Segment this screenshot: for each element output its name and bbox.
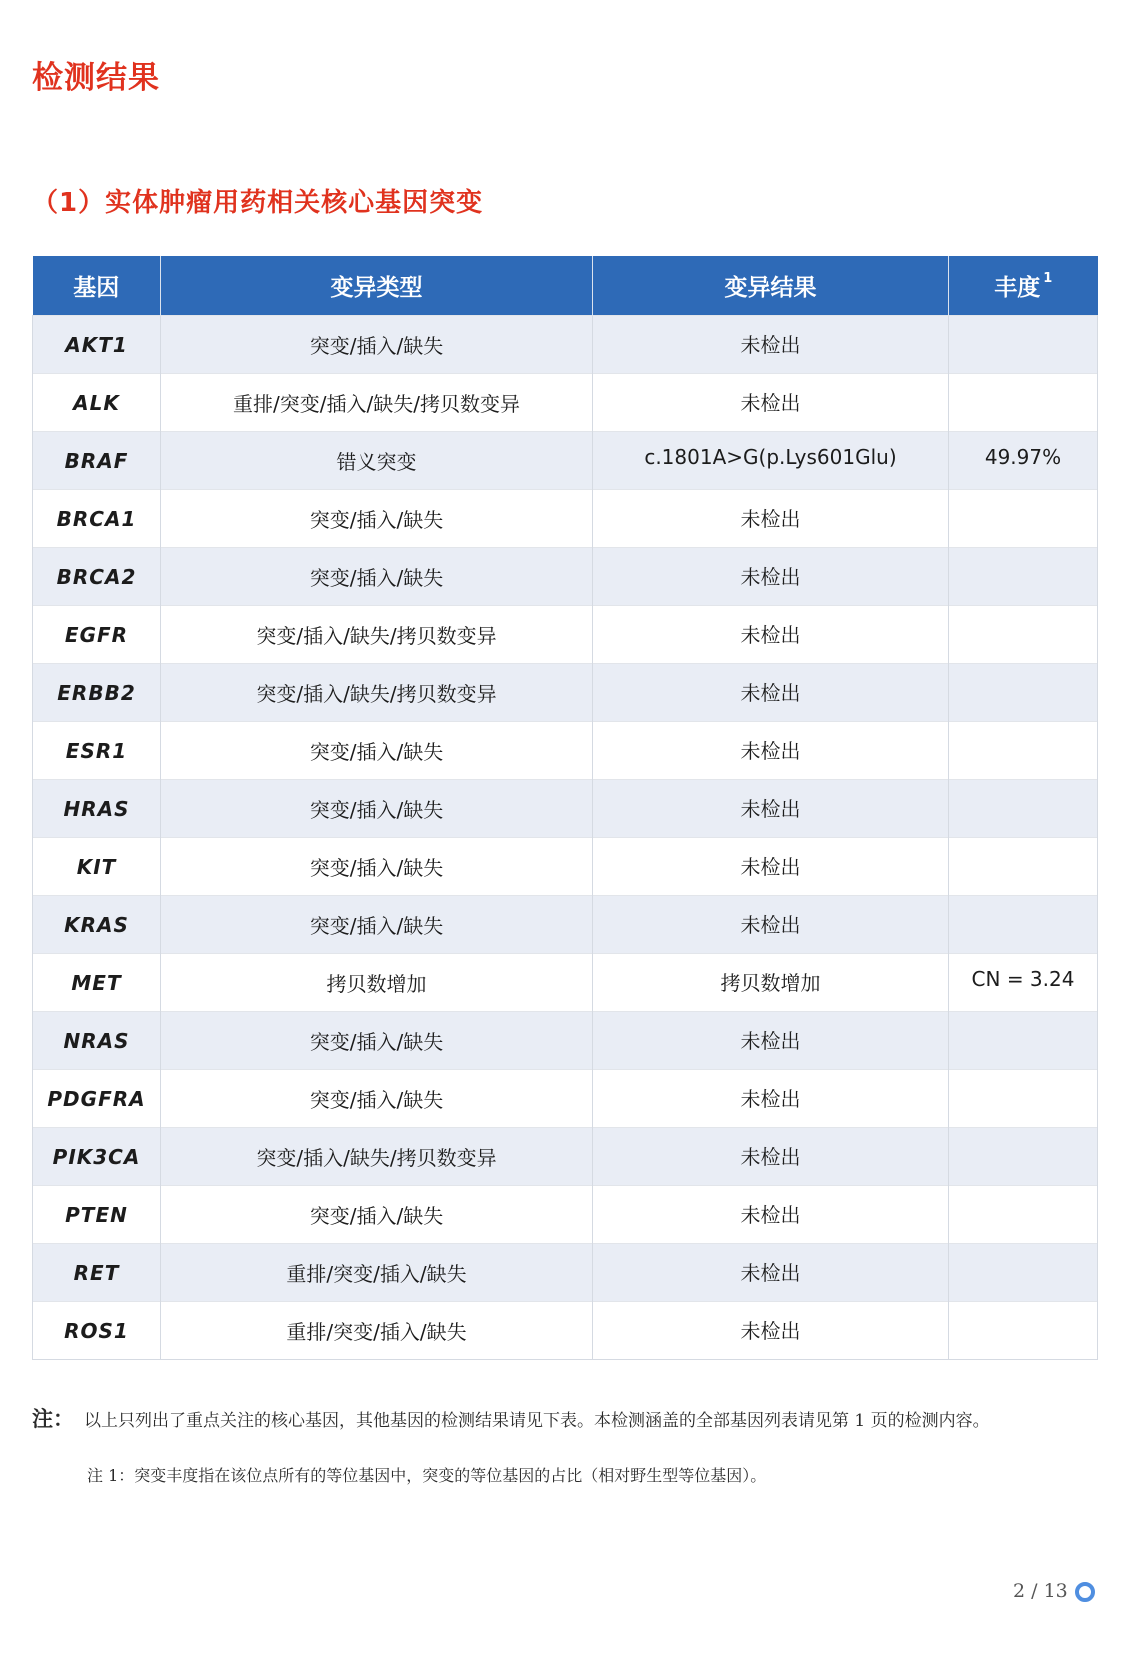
header-abundance: 丰度 $^1$ — [949, 256, 1098, 316]
variant-result-cell: 未检出 — [593, 1070, 949, 1128]
table-row — [33, 606, 1098, 664]
abundance-cell — [949, 780, 1098, 838]
gene-cell: BRCA2 — [33, 548, 161, 606]
header-abundance-footnote-mark: 1 — [1043, 271, 1053, 287]
table-row — [33, 954, 1098, 1012]
variant-result-cell: 未检出 — [593, 722, 949, 780]
variant-type-cell: 突变/插入/缺失 — [161, 1186, 593, 1244]
abundance-cell — [949, 490, 1098, 548]
table-row — [33, 1302, 1098, 1360]
abundance-cell — [949, 1012, 1098, 1070]
variant-type-cell: 错义突变 — [161, 432, 593, 490]
variant-result-cell: 未检出 — [593, 548, 949, 606]
table-row — [33, 1128, 1098, 1186]
abundance-cell — [949, 722, 1098, 780]
abundance-cell — [949, 1302, 1098, 1360]
note-text: 以上只列出了重点关注的核心基因，其他基因的检测结果请见下表。本检测涵盖的全部基因列表请见第 1 页的检测内容。 — [84, 1411, 990, 1431]
gene-cell: PTEN — [33, 1186, 161, 1244]
variant-type-cell: 重排/突变/插入/缺失 — [161, 1244, 593, 1302]
variant-result-cell: 未检出 — [593, 490, 949, 548]
variant-result-cell: 未检出 — [593, 1012, 949, 1070]
table-row — [33, 1186, 1098, 1244]
ring-icon — [1075, 1582, 1095, 1602]
header-gene: 基因 — [33, 256, 161, 316]
abundance-cell — [949, 664, 1098, 722]
variant-type-cell: 突变/插入/缺失 — [161, 548, 593, 606]
variant-type-cell: 拷贝数增加 — [161, 954, 593, 1012]
variant-result-cell: 拷贝数增加 — [593, 954, 949, 1012]
table-row — [33, 1244, 1098, 1302]
variant-result-cell: 未检出 — [593, 838, 949, 896]
header-variant-type: 变异类型 — [161, 256, 593, 316]
variant-result-cell: 未检出 — [593, 1186, 949, 1244]
gene-cell: RET — [33, 1244, 161, 1302]
abundance-cell — [949, 1070, 1098, 1128]
abundance-cell — [949, 896, 1098, 954]
gene-cell: NRAS — [33, 1012, 161, 1070]
table-row — [33, 664, 1098, 722]
abundance-cell — [949, 316, 1098, 374]
variant-type-cell: 突变/插入/缺失 — [161, 1012, 593, 1070]
table-row — [33, 1070, 1098, 1128]
gene-cell: ROS1 — [33, 1302, 161, 1360]
gene-cell: PDGFRA — [33, 1070, 161, 1128]
gene-cell: AKT1 — [33, 316, 161, 374]
gene-cell: KRAS — [33, 896, 161, 954]
gene-cell: BRCA1 — [33, 490, 161, 548]
table-row — [33, 838, 1098, 896]
footnote: 注 1：突变丰度指在该位点所有的等位基因中，突变的等位基因的占比（相对野生型等位基因）。 — [87, 1466, 767, 1485]
gene-cell: EGFR — [33, 606, 161, 664]
page-number: 2 / 13 — [1013, 1580, 1068, 1602]
variant-type-cell: 突变/插入/缺失 — [161, 780, 593, 838]
abundance-cell — [949, 1186, 1098, 1244]
gene-results-table — [32, 256, 1098, 1360]
abundance-cell — [949, 374, 1098, 432]
gene-cell: ALK — [33, 374, 161, 432]
variant-result-cell: 未检出 — [593, 316, 949, 374]
variant-type-cell: 重排/突变/插入/缺失/拷贝数变异 — [161, 374, 593, 432]
table-row — [33, 780, 1098, 838]
variant-type-cell: 突变/插入/缺失 — [161, 1070, 593, 1128]
variant-result-cell: 未检出 — [593, 896, 949, 954]
table-row — [33, 374, 1098, 432]
abundance-cell — [949, 548, 1098, 606]
variant-type-cell: 突变/插入/缺失 — [161, 722, 593, 780]
gene-cell: ESR1 — [33, 722, 161, 780]
variant-type-cell: 突变/插入/缺失 — [161, 490, 593, 548]
gene-cell: ERBB2 — [33, 664, 161, 722]
gene-cell: KIT — [33, 838, 161, 896]
abundance-cell — [949, 1128, 1098, 1186]
variant-type-cell: 重排/突变/插入/缺失 — [161, 1302, 593, 1360]
variant-type-cell: 突变/插入/缺失/拷贝数变异 — [161, 1128, 593, 1186]
gene-cell: HRAS — [33, 780, 161, 838]
note — [32, 1403, 990, 1433]
variant-result-cell: 未检出 — [593, 780, 949, 838]
table-row — [33, 548, 1098, 606]
variant-result-cell: 未检出 — [593, 374, 949, 432]
gene-cell: BRAF — [33, 432, 161, 490]
variant-type-cell: 突变/插入/缺失/拷贝数变异 — [161, 664, 593, 722]
variant-type-cell: 突变/插入/缺失 — [161, 316, 593, 374]
section-title: （1）实体肿瘤用药相关核心基因突变 — [32, 188, 484, 218]
abundance-cell — [949, 606, 1098, 664]
abundance-cell — [949, 1244, 1098, 1302]
table-row — [33, 896, 1098, 954]
variant-type-cell: 突变/插入/缺失 — [161, 838, 593, 896]
gene-cell: MET — [33, 954, 161, 1012]
variant-result-cell: 未检出 — [593, 606, 949, 664]
table-row — [33, 490, 1098, 548]
variant-result-cell: 未检出 — [593, 1302, 949, 1360]
abundance-cell — [949, 838, 1098, 896]
variant-type-cell: 突变/插入/缺失 — [161, 896, 593, 954]
variant-result-cell: 未检出 — [593, 1244, 949, 1302]
table-row — [33, 316, 1098, 374]
variant-result-cell: 未检出 — [593, 664, 949, 722]
table-row — [33, 1012, 1098, 1070]
table-row — [33, 722, 1098, 780]
table-row — [33, 432, 1098, 490]
variant-type-cell: 突变/插入/缺失/拷贝数变异 — [161, 606, 593, 664]
page-title: 检测结果 — [32, 60, 160, 96]
variant-result-cell: 未检出 — [593, 1128, 949, 1186]
table-header-row — [33, 256, 1098, 316]
abundance-cell: CN = 3.24 — [949, 954, 1098, 1012]
header-variant-result: 变异结果 — [593, 256, 949, 316]
note-label: 注： — [32, 1407, 74, 1431]
variant-result-cell: c.1801A>G(p.Lys601Glu) — [593, 432, 949, 490]
abundance-cell: 49.97% — [949, 432, 1098, 490]
gene-cell: PIK3CA — [33, 1128, 161, 1186]
